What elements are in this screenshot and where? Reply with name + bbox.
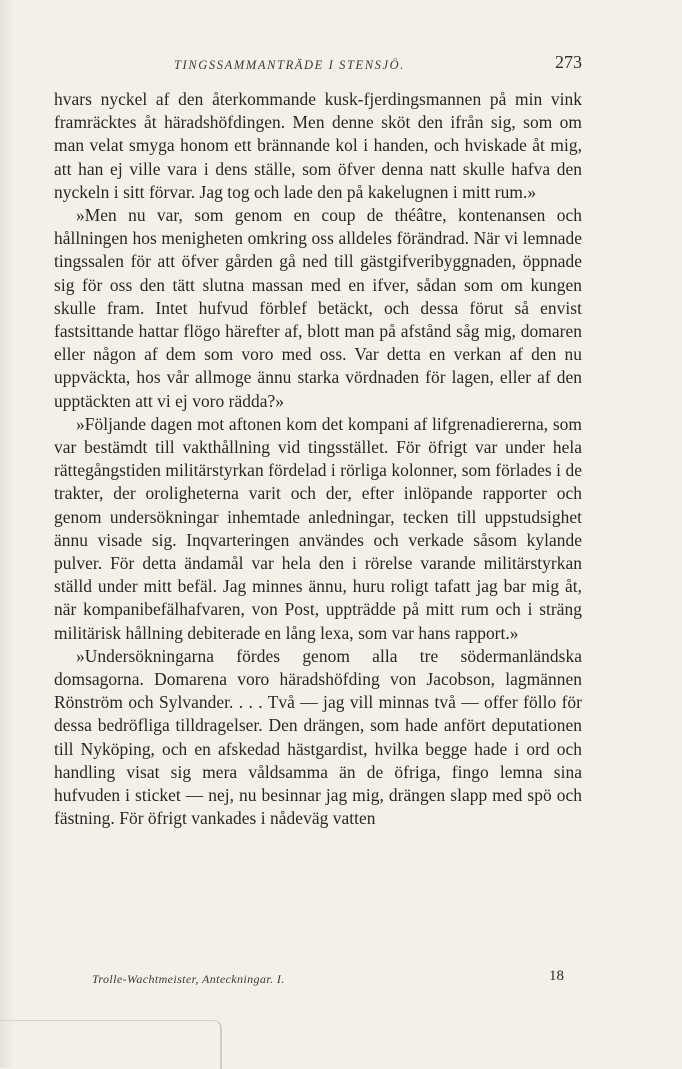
running-title: TINGSSAMMANTRÄDE I STENSJÖ. — [174, 58, 406, 72]
gutter-shadow — [0, 0, 14, 1068]
body-text — [54, 88, 582, 831]
paragraph: »Undersökningarna fördes genom alla tre södermanländska domsagorna. Domarena voro häradshöfding von Jacobson, lagmännen Rönström och Sylvander. . . . Två — jag vill minnas två — offer föllo för dessa bedröfliga tilldragelser. Den drängen, som hade anfört deputationen till Nyköping, och en afskedad hästgardist, hvilka begge hade i ord och handling visat sig mera våldsamma än de öfriga, fingo lemna sina hufvuden i sticket — nej, nu besinnar jag mig, drängen slapp med spö och fästning. För öfrigt vankades i nådeväg vatten — [54, 645, 582, 829]
page-footer — [92, 968, 564, 990]
page-edge-shadow — [0, 1020, 222, 1069]
sheet-number: 18 — [549, 968, 564, 984]
paragraph: »Följande dagen mot aftonen kom det kompani af lifgrenadiererna, som var bestämdt till vakthållning vid tingsstället. För öfrigt var under hela rättegångstiden militärstyrkan fördelad i rörliga kolonner, som förlades i de trakter, der oroligheterna varit och der, efter inlöpande rapporter och genom undersökningar inhemtade anledningar, tecken till uppstudsighet ännu visade sig. Inqvarteringen användes och verkade såsom kylande pulver. För detta ändamål var hela den i rörelse varande militärstyrkan ställd under mitt befäl. Jag minnes ännu, huru roligt tafatt jag bar mig åt, när kompanibefälhafvaren, von Post, uppträdde på mitt rum och i sträng militärisk hållning debiterade en lång lexa, som var hans rapport.» — [54, 413, 582, 643]
page-number: 273 — [555, 52, 582, 72]
paragraph: »Men nu var, som genom en coup de théâtre, kontenansen och hållningen hos menigheten omkring oss alldeles förändrad. När vi lemnade tingssalen för att öfver gården gå ned till gästgifveribyggnaden, öppnade sig för oss den tätt slutna massan med en ifver, sådan som om kungen skulle fram. Intet hufvud förblef betäckt, och dessa förut så envist fastsittande hattar flögo härefter af, blott man på afstånd såg mig, domaren eller någon af dem som voro med oss. Var detta en verkan af den nu uppväckta, hos vår allmoge ännu starka vördnaden för lagen, eller af den upptäckten att vi ej voro rädda?» — [54, 205, 582, 411]
page-header — [54, 52, 582, 76]
paragraph: hvars nyckel af den återkommande kusk-fjerdingsmannen på min vink framräcktes åt häradshöfdingen. Men denne sköt den ifrån sig, som om man velat smyga honom ett brännande kol i handen, och hviskade åt mig, att han ej ville vara i dens ställe, som öfver denna natt skulle hafva den nyckeln i sitt förvar. Jag tog och lade den på kakelugnen i mitt rum.» — [54, 89, 582, 202]
signature-line: Trolle-Wachtmeister, Anteckningar. I. — [92, 972, 285, 986]
